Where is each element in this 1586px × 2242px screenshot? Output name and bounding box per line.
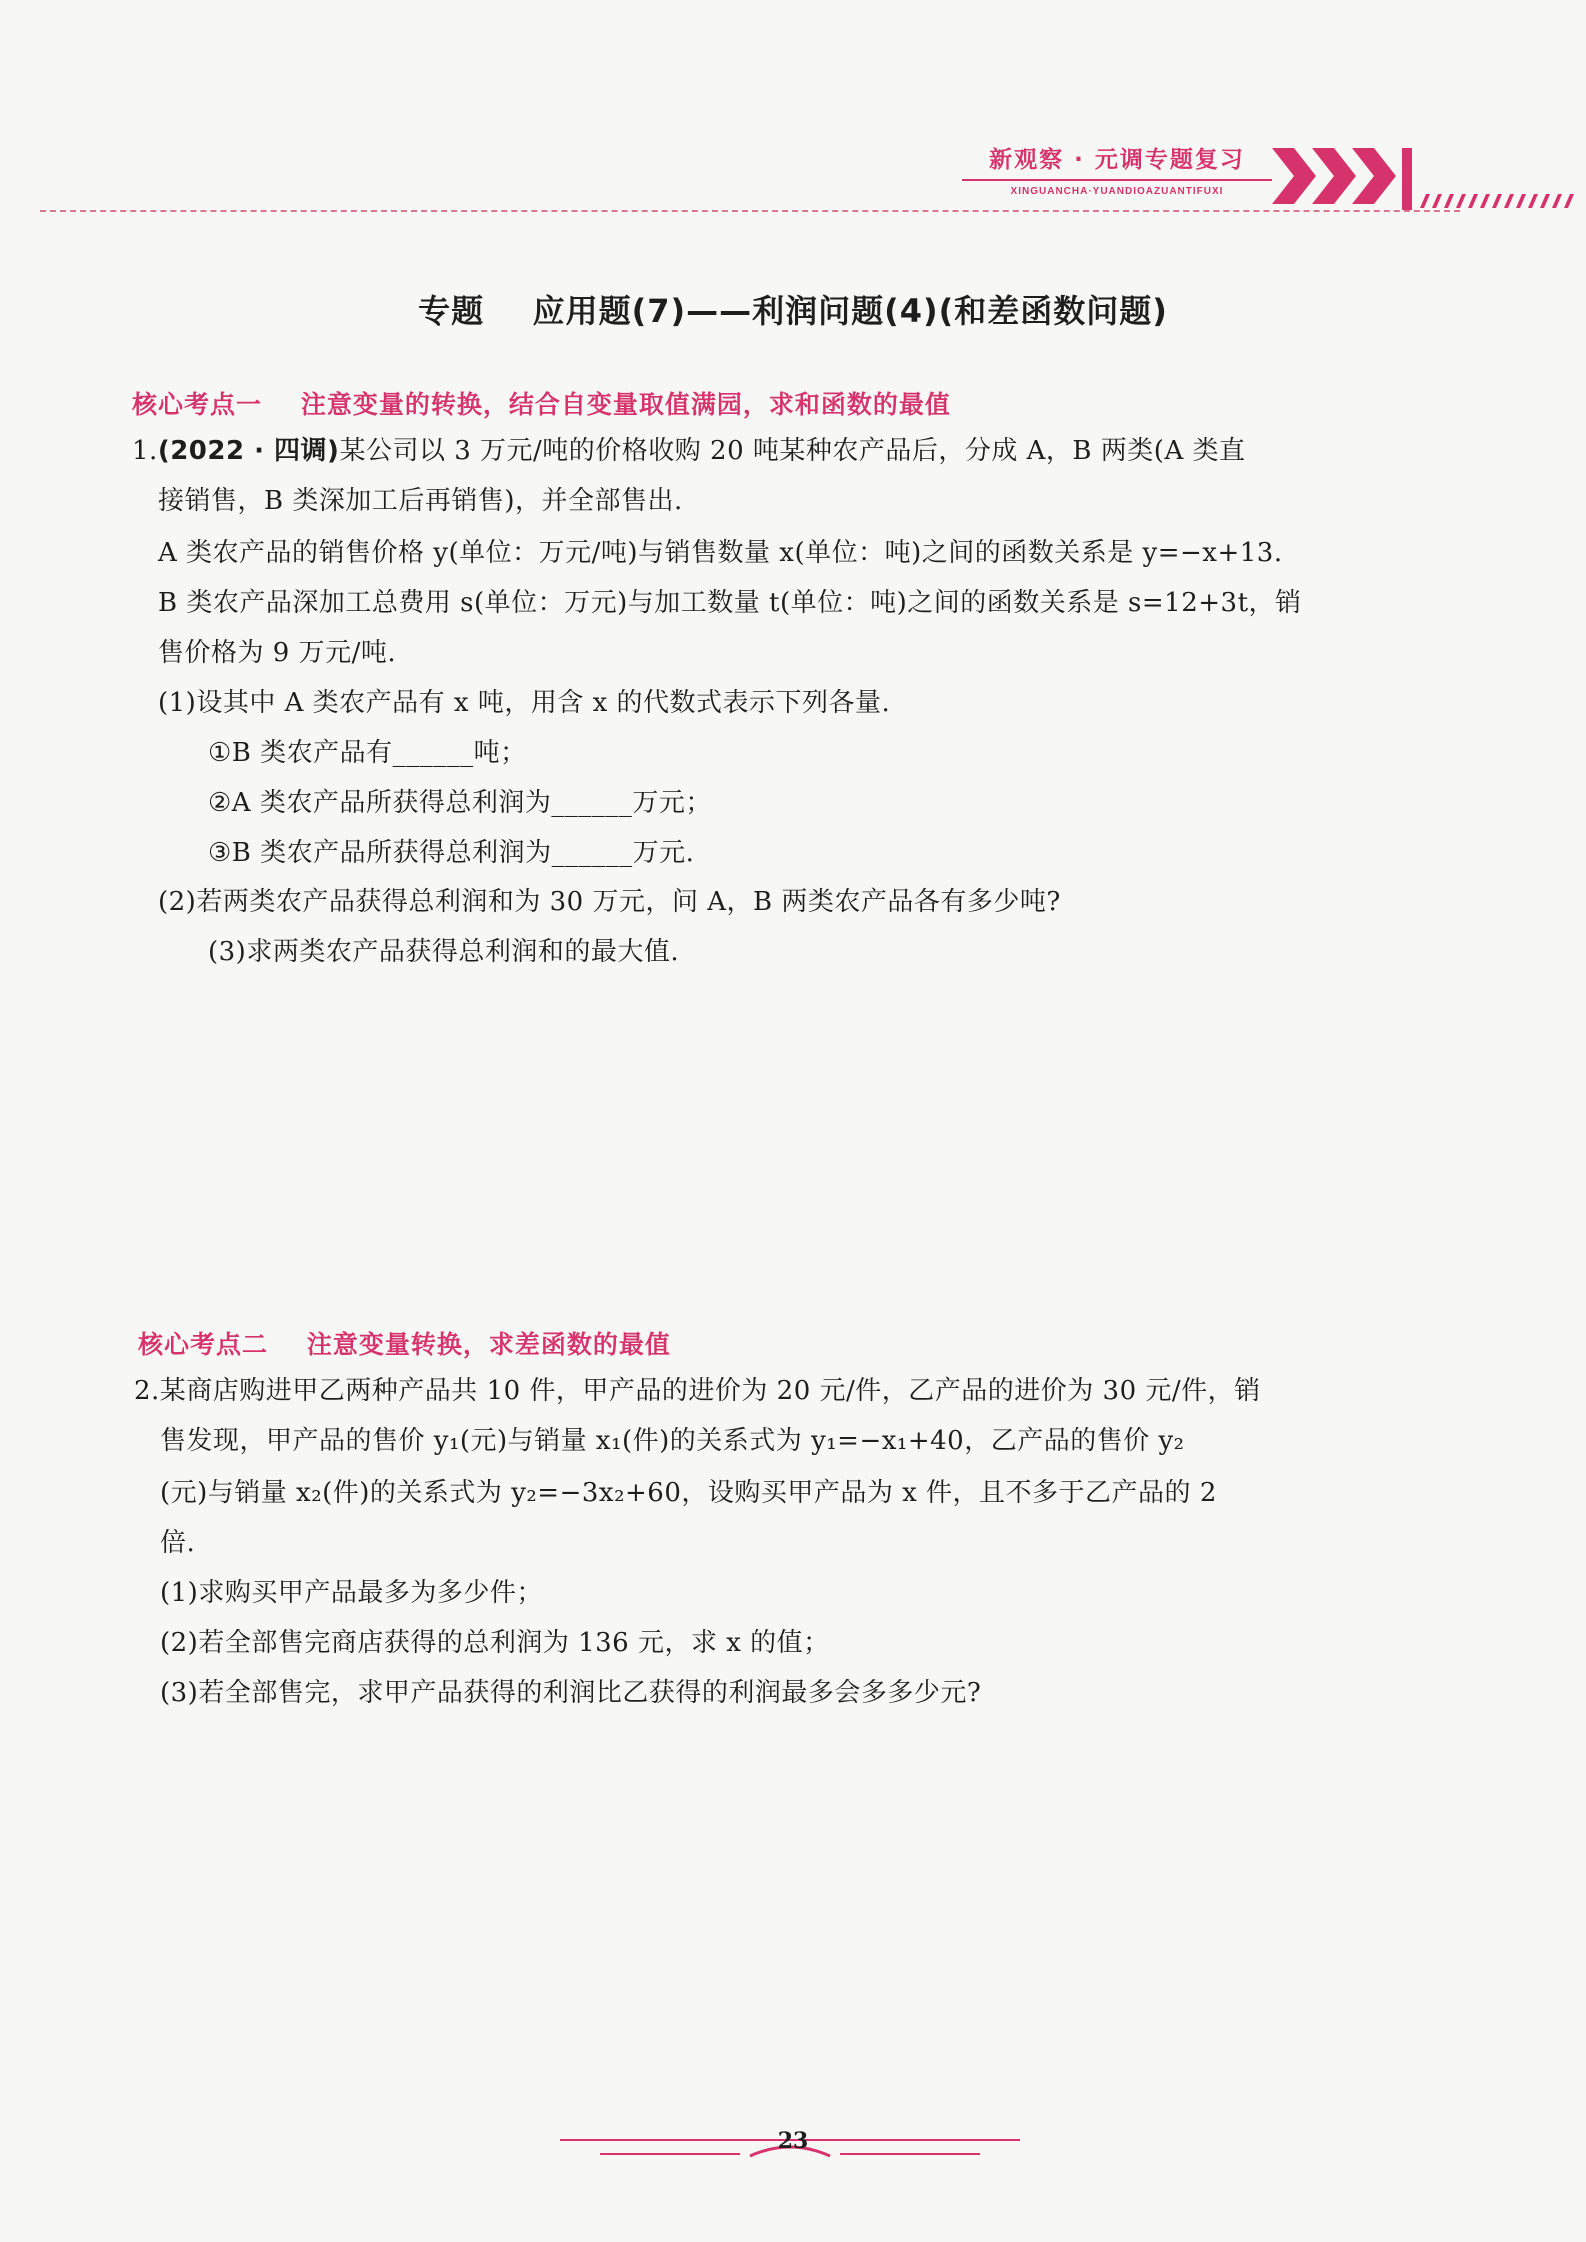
key-point-1-heading: 核心考点一 注意变量的转换，结合自变量取值满园，求和函数的最值: [132, 390, 951, 419]
q1-number: 1.: [132, 436, 158, 466]
q1-source: (2022 · 四调): [157, 436, 340, 466]
stripe-decoration-icon: [1420, 190, 1580, 210]
q1-part-1c: ③B 类农产品所获得总利润为______万元.: [208, 838, 695, 868]
q1-line-3: A 类农产品的销售价格 y(单位：万元/吨)与销售数量 x(单位：吨)之间的函数关系是 y=−x+13.: [158, 538, 1283, 568]
q2-line-1: 2.某商店购进甲乙两种产品共 10 件，甲产品的进价为 20 元/件，乙产品的进价为 30 元/件，销: [134, 1376, 1261, 1406]
q2-part-2: (2)若全部售完商店获得的总利润为 136 元，求 x 的值；: [160, 1628, 830, 1658]
key-point-2-heading: 核心考点二 注意变量转换，求差函数的最值: [138, 1330, 671, 1359]
title-left: 专题: [418, 292, 485, 330]
q1-line-5: 售价格为 9 万元/吨.: [158, 638, 397, 668]
q1-part-3: (3)求两类农产品获得总利润和的最大值.: [208, 937, 680, 967]
page-title: [0, 286, 1586, 332]
q1-line-1-text: 某公司以 3 万元/吨的价格收购 20 吨某种农产品后，分成 A，B 两类(A 类直: [339, 436, 1246, 466]
q1-part-1a: ①B 类农产品有______吨；: [208, 738, 527, 768]
q1-part-1: (1)设其中 A 类农产品有 x 吨，用含 x 的代数式表示下列各量.: [158, 688, 891, 718]
q1-line-2: 接销售，B 类深加工后再销售)，并全部售出.: [158, 486, 683, 516]
header-banner: [962, 145, 1272, 205]
header-title: 新观察 · 元调专题复习: [989, 147, 1245, 173]
q2-part-1: (1)求购买甲产品最多为多少件；: [160, 1578, 543, 1608]
q1-part-2: (2)若两类农产品获得总利润和为 30 万元，问 A，B 两类农产品各有多少吨?: [158, 887, 1061, 917]
title-right: 应用题(7)——利润问题(4)(和差函数问题): [532, 292, 1168, 330]
header-subtitle: XINGUANCHA·YUANDIOAZUANTIFUXI: [962, 179, 1272, 199]
q2-part-3: (3)若全部售完，求甲产品获得的利润比乙获得的利润最多会多多少元?: [160, 1678, 982, 1708]
q2-line-2: 售发现，甲产品的售价 y₁(元)与销量 x₁(件)的关系式为 y₁=−x₁+40，乙产品的售价 y₂: [160, 1426, 1185, 1456]
q1-line-1: [132, 434, 1245, 468]
page-number: 23: [777, 2128, 809, 2154]
q2-line-4: 倍.: [160, 1528, 196, 1558]
q2-line-3: (元)与销量 x₂(件)的关系式为 y₂=−3x₂+60，设购买甲产品为 x 件，且不多于乙产品的 2: [160, 1478, 1217, 1508]
header-divider: [40, 210, 1460, 212]
q1-part-1b: ②A 类农产品所获得总利润为______万元；: [208, 788, 712, 818]
q1-line-4: B 类农产品深加工总费用 s(单位：万元)与加工数量 t(单位：吨)之间的函数关系是 s=12+3t，销: [158, 588, 1302, 618]
